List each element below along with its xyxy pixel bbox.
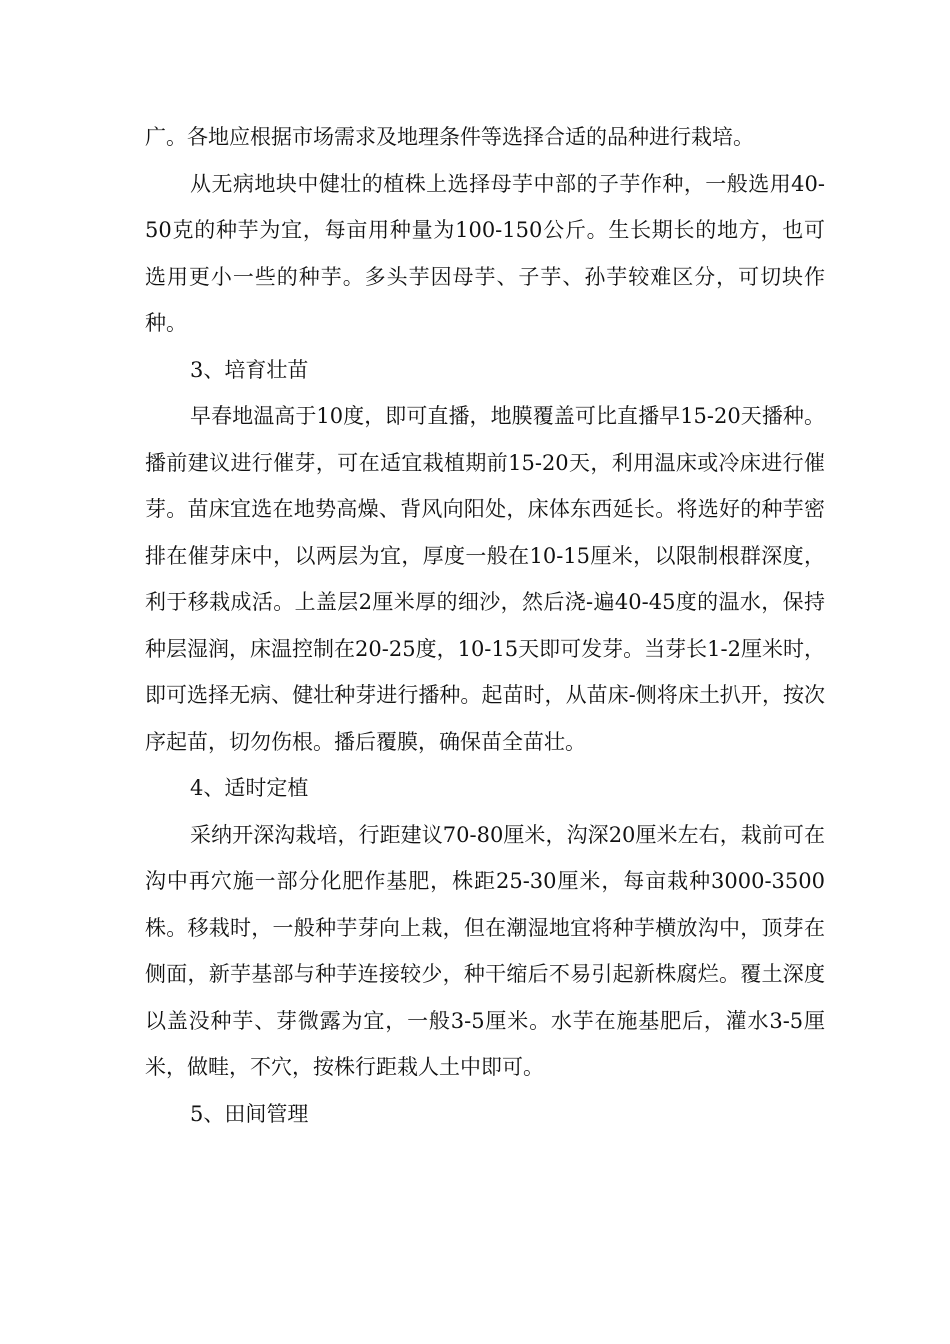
section-heading-planting: 4、适时定植 <box>190 776 309 800</box>
section-heading-field-management: 5、田间管理 <box>190 1101 309 1126</box>
document-body <box>145 114 825 1137</box>
section-heading-seedlings: 3、培育壮苗 <box>190 357 309 382</box>
paragraph-seed-selection: 从无病地块中健壮的植株上选择母芋中部的子芋作种，一般选用40-50克的种芋为宜，每亩用种量为100-150公斤。生长期长的地方，也可选用更小一些的种芋。多头芋因母芋、子芋、孙芋较难区分，可切块作种。 <box>145 171 825 335</box>
paragraph-variety-intro: 广。各地应根据市场需求及地理条件等选择合适的品种进行栽培。 <box>145 125 754 149</box>
paragraph-seedling-cultivation: 早春地温高于10度，即可直播，地膜覆盖可比直播早15-20天播种。播前建议进行催芽，可在适宜栽植期前15-20天，利用温床或冷床进行催芽。苗床宜选在地势高燥、背风向阳处，床体东西延长。将选好的种芋密排在催芽床中，以两层为宜，厚度一般在10-15厘米，以限制根群深度，利于移栽成活。上盖层2厘米厚的细沙，然后浇-遍40-45度的温水，保持种层湿润，床温控制在20-25度，10-15天即可发芽。当芽长1-2厘米时，即可选择无病、健壮种芽进行播种。起苗时，从苗床-侧将床土扒开，按次序起苗，切勿伤根。播后覆膜，确保苗全苗壮。 <box>145 404 825 754</box>
paragraph-planting-method: 采纳开深沟栽培，行距建议70-80厘米，沟深20厘米左右，栽前可在沟中再穴施一部分化肥作基肥，株距25-30厘米，每亩栽种3000-3500株。移栽时，一般种芋芽向上栽，但在潮湿地宜将种芋横放沟中，顶芽在侧面，新芋基部与种芋连接较少，种干缩后不易引起新株腐烂。覆土深度以盖没种芋、芽微露为宜，一般3-5厘米。水芋在施基肥后，灌水3-5厘米，做畦，不穴，按株行距栽人土中即可。 <box>145 822 825 1079</box>
